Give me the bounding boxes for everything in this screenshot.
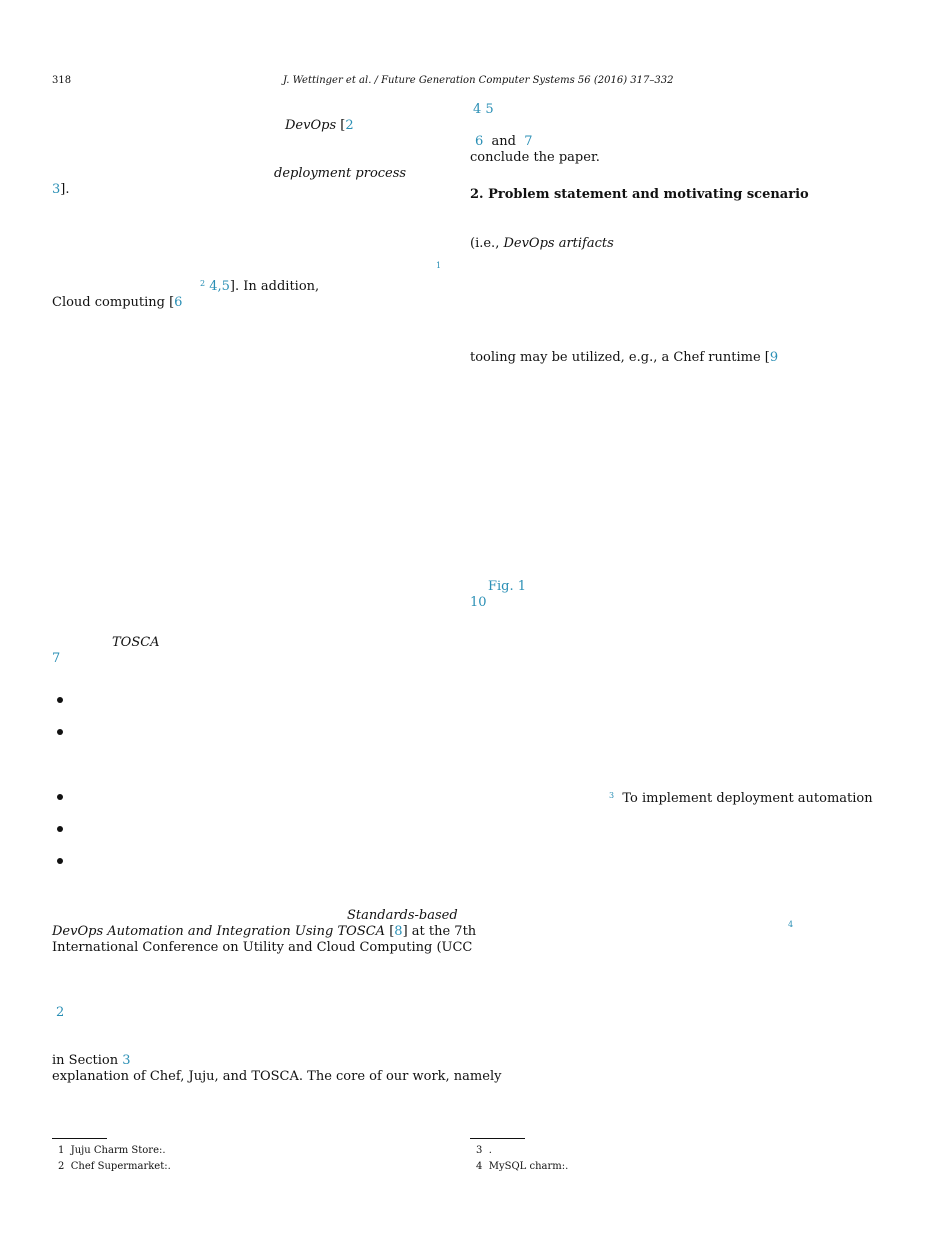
figure-link[interactable]: Fig. 1 — [488, 579, 527, 594]
footnote-marker-3[interactable]: 3 — [609, 791, 615, 800]
section-link[interactable]: 3 — [122, 1053, 131, 1068]
section-link[interactable]: 6 — [475, 134, 484, 149]
devops-term: DevOps — [285, 118, 337, 133]
bullet-point — [57, 858, 63, 864]
ref-45-line — [200, 279, 319, 295]
standards-based-term: Standards-based — [347, 908, 458, 923]
section-3-line — [52, 1053, 131, 1069]
bullet-point — [57, 794, 63, 800]
section-heading: 2. Problem statement and motivating scenario — [470, 187, 809, 202]
footnote-rule — [52, 1138, 107, 1139]
footnote-1 — [58, 1143, 166, 1159]
in-section-text: in Section — [52, 1053, 123, 1068]
paper-title-line — [52, 924, 476, 940]
citation-link[interactable]: 9 — [769, 350, 779, 365]
cloud-computing-text: Cloud computing [ — [52, 295, 175, 310]
footnote-marker-1[interactable]: 1 — [436, 261, 442, 270]
footnote-number: 1 — [58, 1145, 65, 1156]
bracket: [ — [389, 924, 395, 939]
ref-3-line — [52, 182, 70, 198]
footnote-text: Chef Supermarket:. — [70, 1161, 171, 1172]
tosca-term: TOSCA — [112, 635, 160, 650]
implement-line — [609, 791, 873, 807]
footnote-rule — [470, 1138, 525, 1139]
citation-link[interactable]: 4,5 — [209, 279, 230, 294]
section-refs-67 — [475, 134, 533, 150]
implement-text: To implement deployment automation — [622, 791, 873, 806]
cloud-computing-line — [52, 295, 182, 311]
running-title: J. Wettinger et al. / Future Generation Computer Systems 56 (2016) 317–332 — [283, 75, 674, 86]
paper-title-part: and — [187, 924, 213, 939]
footnote-text: MySQL charm:. — [488, 1161, 569, 1172]
tooling-text: tooling may be utilized, e.g., a Chef runtime [ — [470, 350, 770, 365]
footnote-2 — [58, 1159, 171, 1175]
bullet-point — [57, 697, 63, 703]
paper-title-part: Integration Using TOSCA — [216, 924, 386, 939]
conclude-line: conclude the paper. — [470, 150, 600, 165]
citation-link[interactable]: 3 — [52, 182, 61, 197]
bullet-point — [57, 729, 63, 735]
conference-text: ] at the 7th — [402, 924, 477, 939]
ref-3-close: ]. — [60, 182, 70, 197]
footnote-number: 4 — [476, 1161, 483, 1172]
footnote-text: . — [488, 1145, 492, 1156]
conference-line: International Conference on Utility and Cloud Computing (UCC — [52, 940, 473, 955]
section-link[interactable]: 7 — [524, 134, 533, 149]
section-link[interactable]: 4 — [473, 102, 482, 117]
devops-artifacts-line — [470, 236, 614, 252]
bullet-point — [57, 826, 63, 832]
footnote-number: 3 — [476, 1145, 483, 1156]
footnote-number: 2 — [58, 1161, 65, 1172]
in-addition-text: ]. In addition, — [229, 279, 320, 294]
page-number: 318 — [52, 75, 72, 86]
footnote-marker-4[interactable]: 4 — [788, 920, 794, 929]
ie-text: (i.e., — [470, 236, 504, 251]
footnote-marker-2[interactable]: 2 — [200, 279, 206, 288]
section-link[interactable]: 5 — [485, 102, 494, 117]
explanation-line: explanation of Chef, Juju, and TOSCA. The core of our work, namely — [52, 1069, 502, 1084]
citation-link[interactable]: 10 — [470, 595, 487, 610]
footnote-4 — [476, 1159, 568, 1175]
devops-ref-line: DevOps [2 — [285, 118, 354, 133]
citation-link[interactable]: 8 — [394, 924, 403, 939]
citation-link[interactable]: 2 — [345, 118, 354, 133]
and-word: and — [491, 134, 516, 149]
footnote-text: Juju Charm Store:. — [70, 1145, 166, 1156]
citation-link[interactable]: 7 — [52, 651, 61, 666]
section-link[interactable]: 2 — [56, 1005, 65, 1020]
devops-artifacts-term: DevOps artifacts — [503, 236, 614, 251]
paper-title-part: DevOps Automation — [52, 924, 184, 939]
section-refs-45 — [473, 102, 494, 118]
tooling-line — [470, 350, 778, 366]
citation-link[interactable]: 6 — [174, 295, 183, 310]
footnote-3 — [476, 1143, 492, 1159]
deployment-process-term: deployment process — [274, 166, 407, 181]
